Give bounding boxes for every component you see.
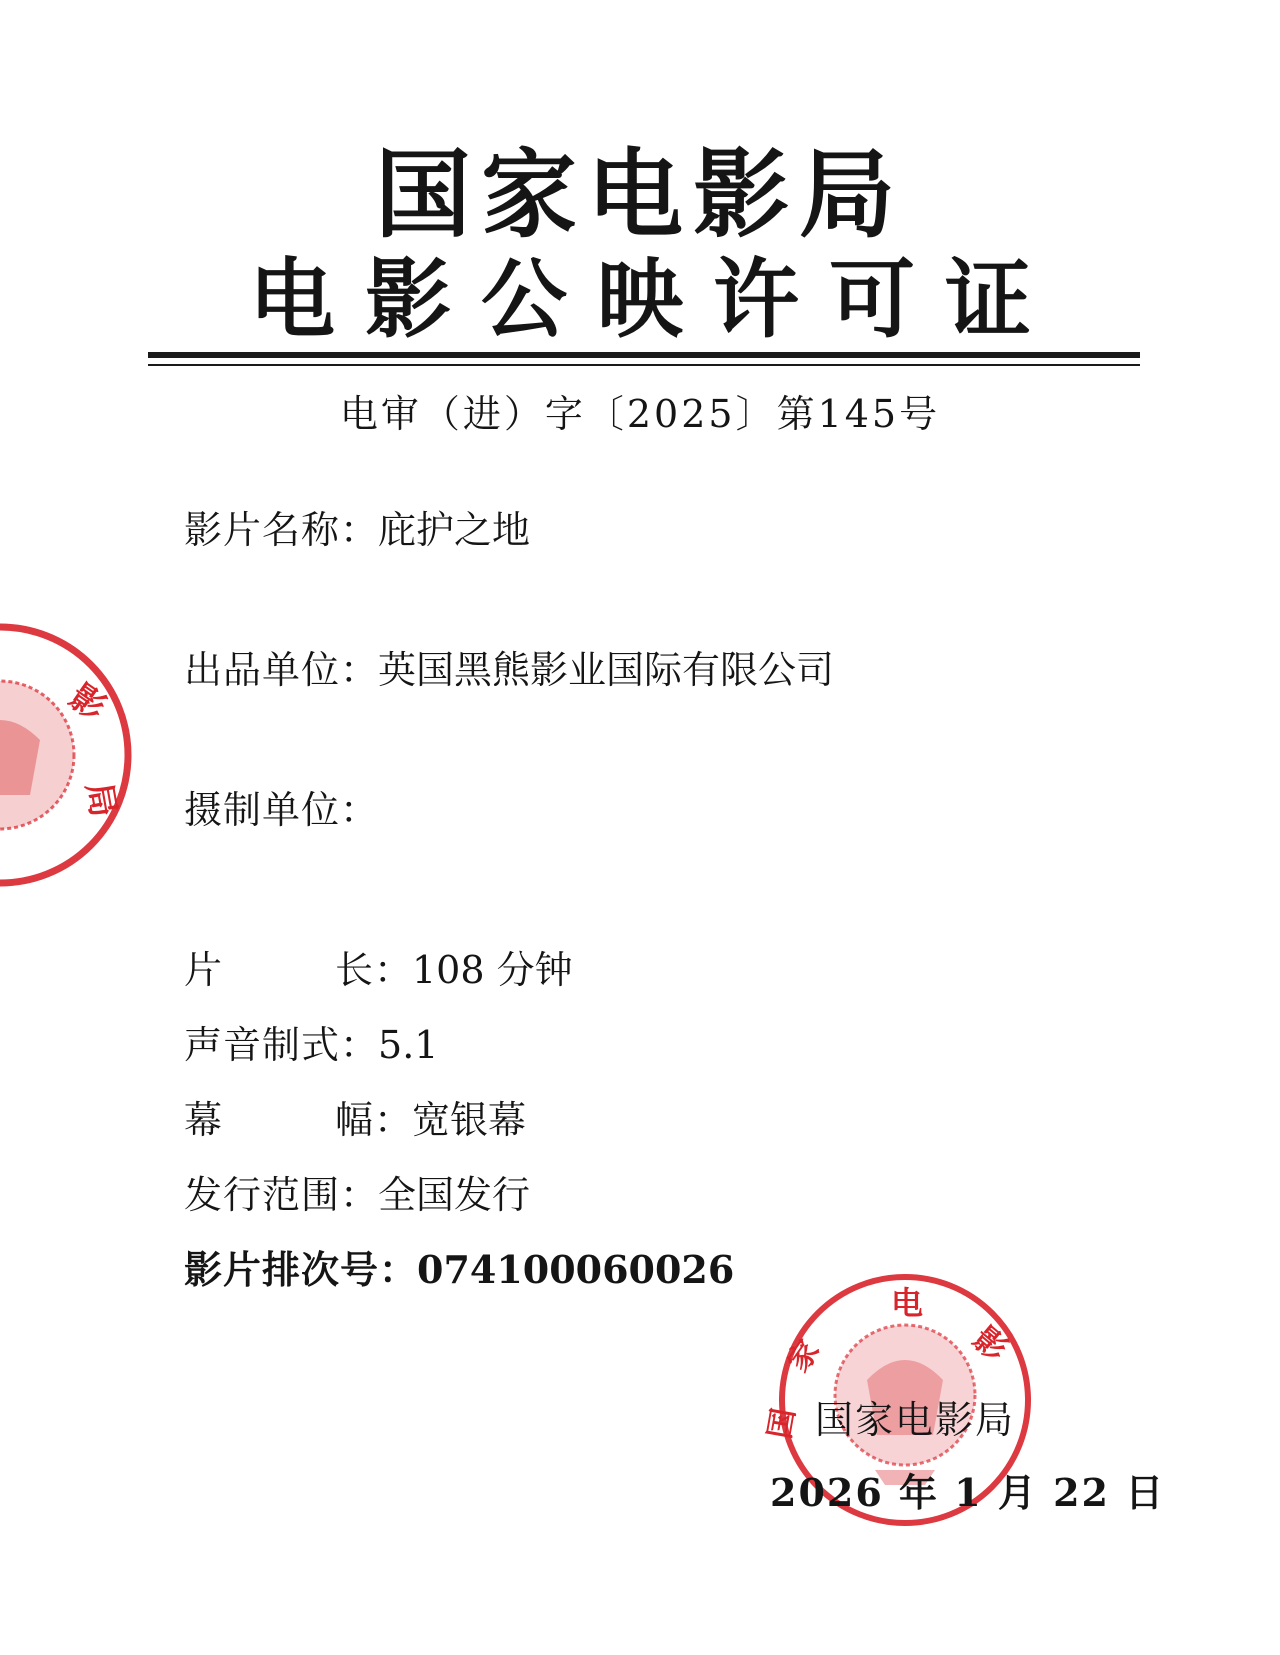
seal-char: 家 bbox=[780, 1333, 827, 1379]
field-value: 庇护之地 bbox=[378, 508, 531, 552]
field-distribution-scope bbox=[184, 1170, 530, 1220]
label-char: 长 bbox=[334, 948, 374, 992]
field-film-serial-no bbox=[184, 1245, 734, 1295]
title-rule-thick bbox=[148, 352, 1140, 358]
field-sound-format bbox=[184, 1020, 438, 1070]
field-label: 影片排次号 bbox=[184, 1247, 380, 1292]
field-production-unit bbox=[184, 785, 378, 835]
label-char: 片 bbox=[184, 948, 224, 992]
document-number: 电审（进）字〔2025〕第145号 bbox=[339, 392, 941, 436]
field-colon: ： bbox=[374, 948, 413, 992]
field-label: 摄制单位 bbox=[184, 788, 341, 832]
seal-char: 影 bbox=[61, 676, 113, 729]
label-char: 幕 bbox=[184, 1098, 224, 1142]
issuing-authority-title: 国家电影局 bbox=[375, 139, 905, 251]
seal-char: 电 bbox=[891, 1284, 924, 1322]
field-label bbox=[184, 945, 374, 995]
label-char: 幅 bbox=[334, 1098, 374, 1142]
field-label: 发行范围 bbox=[184, 1173, 341, 1217]
field-colon: ： bbox=[340, 1023, 379, 1067]
issuer-signature: 国家电影局 bbox=[815, 1398, 1016, 1442]
field-label: 影片名称 bbox=[184, 508, 341, 552]
license-title: 电影公映许可证 bbox=[249, 250, 1061, 350]
field-film-name bbox=[184, 505, 530, 555]
field-colon: ： bbox=[374, 1098, 413, 1142]
field-value: 全国发行 bbox=[378, 1173, 531, 1217]
field-value: 英国黑熊影业国际有限公司 bbox=[378, 648, 835, 692]
official-seal-left bbox=[0, 620, 135, 890]
field-colon: ： bbox=[340, 648, 379, 692]
field-label: 声音制式 bbox=[184, 1023, 341, 1067]
field-label bbox=[184, 1095, 374, 1145]
field-colon: ： bbox=[379, 1247, 418, 1292]
field-duration bbox=[184, 945, 573, 995]
seal-char: 局 bbox=[78, 779, 124, 821]
field-colon: ： bbox=[340, 788, 379, 832]
seal-char: 国 bbox=[762, 1405, 803, 1442]
title-rule-thin bbox=[148, 364, 1140, 366]
field-value: 074100060026 bbox=[417, 1247, 735, 1292]
field-label: 出品单位 bbox=[184, 648, 341, 692]
issue-date: 2026 年 1 月 22 日 bbox=[770, 1470, 1166, 1515]
field-screen-format bbox=[184, 1095, 526, 1145]
seal-char: 影 bbox=[965, 1319, 1015, 1369]
field-producer bbox=[184, 645, 834, 695]
field-value: 宽银幕 bbox=[412, 1098, 527, 1142]
field-colon: ： bbox=[340, 1173, 379, 1217]
field-colon: ： bbox=[340, 508, 379, 552]
field-value: 108 分钟 bbox=[412, 948, 573, 992]
field-value: 5.1 bbox=[378, 1023, 439, 1067]
